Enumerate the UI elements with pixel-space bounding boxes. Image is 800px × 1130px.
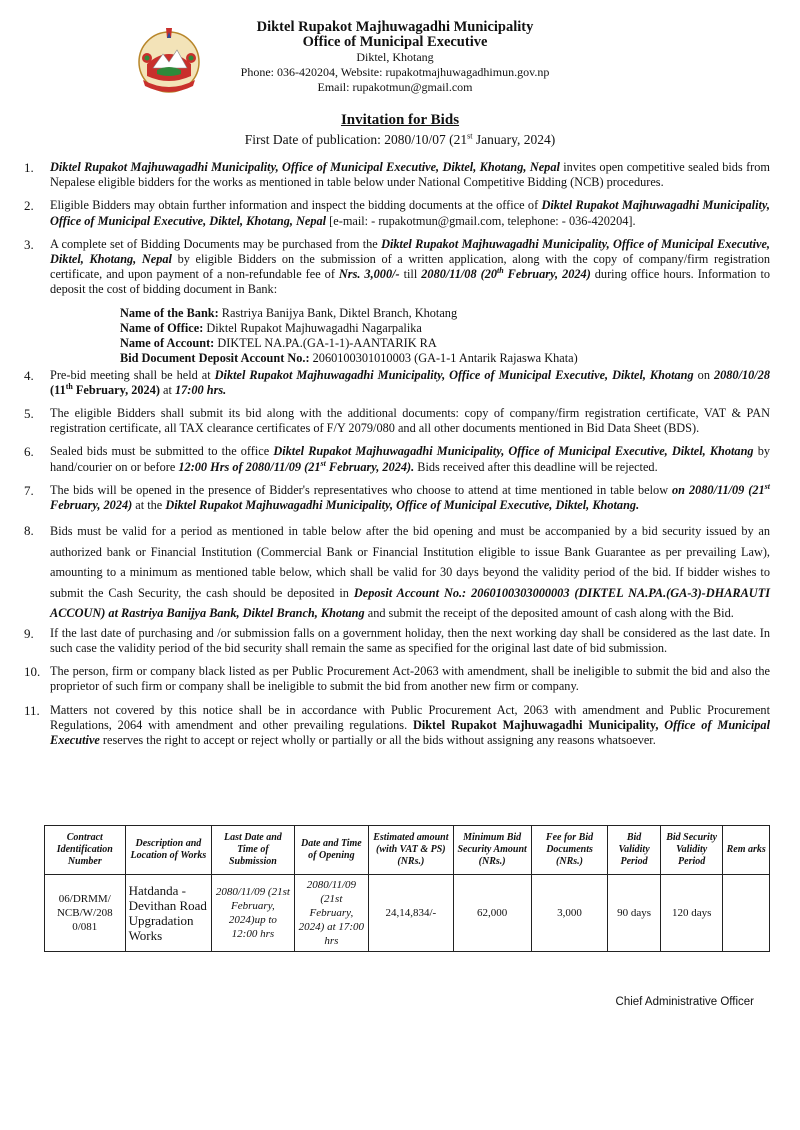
publication-date: First Date of publication: 2080/10/07 (21st January, 2024) <box>244 131 556 147</box>
item-number: 9. <box>24 625 34 641</box>
office-name: Office of Municipal Executive <box>302 34 488 50</box>
item-number: 1. <box>24 160 34 175</box>
estimated-amount-cell: 24,14,834/- <box>369 875 453 952</box>
opening-cell: 2080/11/09 (21st February, 2024) at 17:00 hrs <box>294 875 369 952</box>
security-validity-cell: 120 days <box>660 875 722 952</box>
column-header: Contract Identification Number <box>45 826 126 875</box>
list-item: 11. Matters not covered by this notice shall be in accordance with Public Procurement Act, 2063 with amendment and Public Procurement Regulations, 2064 with amendment and other prevailing regulations. Diktel Rupakot Majhuwagadhi Municipality, Office of Municipal Executive reserves the right to accept or reject wholly or partially or all the bids without assigning any reasons whatsoever. <box>24 702 770 747</box>
table-row <box>45 875 770 952</box>
item-number: 4. <box>24 367 34 383</box>
item-number: 6. <box>24 444 34 460</box>
bank-details: Name of the Bank: Rastriya Banijya Bank, Diktel Branch, Khotang Name of Office: Diktel Rupakot Majhuwagadhi Nagarpalika Name of Account: DIKTEL NA.PA.(GA-1-1)-AANTARIK RA Bid Document Deposit Account No.: 2060100301010003 (GA-1-1 Antarik Rajaswa Khata) <box>120 305 578 365</box>
column-header: Last Date and Time of Submission <box>212 826 294 875</box>
item-number: 8. <box>24 523 34 539</box>
item-number: 11. <box>24 702 40 718</box>
office-address: Diktel, Khotang <box>356 50 434 64</box>
contract-id-cell: 06/DRMM/ NCB/W/208 0/081 <box>45 875 126 952</box>
list-item: 10. The person, firm or company black listed as per Public Procurement Act-2063 with amendment, shall be ineligible to submit the bid and also the proprietor of such firm or company shall be ineligible to submit the bid from another new firm or company. <box>24 664 770 694</box>
list-item: 7. The bids will be opened in the presence of Bidder's representatives who choose to attend at time mentioned in table below on 2080/11/09 (21st February, 2024) at the Diktel Rupakot Majhuwagadhi Municipality, Office of Municipal Executive, Diktel, Khotang. <box>24 481 771 513</box>
bid-table <box>44 825 770 952</box>
list-item: 6. Sealed bids must be submitted to the office Diktel Rupakot Majhuwagadhi Municipality, Office of Municipal Executive, Diktel, Khotang by hand/courier on or before 12:00 Hrs of 2080/11/09 (21st February, 2024). Bids received after this deadline will be rejected. <box>24 444 771 474</box>
list-item: 1. Diktel Rupakot Majhuwagadhi Municipality, Office of Municipal Executive, Diktel, Khotang, Nepal invites open competitive sealed bids from Nepalese eligible bidders for the works as mentioned in table below under National Competitive Bidding (NCB) procedures. <box>24 160 770 190</box>
validity-cell: 90 days <box>608 875 661 952</box>
list-item: 8. Bids must be valid for a period as mentioned in table below after the bid opening and must be accompanied by a bid security issued by an authorized bank or Financial Institution (Commercial Bank or Financial Institution eligible to issue Bank Guarantee as per prevailing Law), amounting to a minimum as mentioned table below, which shall be valid for 30 days beyond the validity period of the bid. If bidder wishes to submit the Cash Security, the cash should be deposited in Deposit Account No.: 2060100303000003 (DIKTEL NA.PA.(GA-3)-DHARAUTI ACCOUN) at Rastriya Banijya Bank, Diktel Branch, Khotang and submit the receipt of the deposited amount of cash along with the Bid. <box>24 523 770 621</box>
municipality-name: Diktel Rupakot Majhuwagadhi Municipality <box>256 19 534 35</box>
email-line: Email: rupakotmun@gmail.com <box>317 80 473 94</box>
description-cell: Hatdanda - Devithan Road Upgradation Works <box>125 875 212 952</box>
nepal-government-emblem <box>133 24 205 96</box>
item-number: 10. <box>24 664 41 680</box>
column-header: Minimum Bid Security Amount (NRs.) <box>453 826 531 875</box>
remarks-cell <box>723 875 770 952</box>
column-header: Description and Location of Works <box>125 826 212 875</box>
list-item: 9. If the last date of purchasing and /or submission falls on a government holiday, then the next working day shall be considered as the last date. In such case the validity period of the bid security shall remain the same as specified for the original last date of bid submission. <box>24 625 770 655</box>
item-number: 2. <box>24 198 34 214</box>
item-number: 7. <box>24 482 34 498</box>
list-item: 5. The eligible Bidders shall submit its bid along with the additional documents: copy of company/firm registration certificate, VAT & PAN registration certificate, all TAX clearance certificates of F/Y 2079/080 and all other documents mentioned in Bid Data Sheet (BDS). <box>24 406 770 436</box>
column-header: Bid Security Validity Period <box>660 826 722 875</box>
last-date-cell: 2080/11/09 (21st February, 2024)up to 12:00 hrs <box>212 875 294 952</box>
list-item: 2. Eligible Bidders may obtain further information and inspect the bidding documents at the office of Diktel Rupakot Majhuwagadhi Municipality, Office of Municipal Executive, Diktel, Khotang, Nepal [e-mail: - rupakotmun@gmail.com, telephone: - 036-420204]. <box>24 198 770 228</box>
phone-website: Phone: 036-420204, Website: rupakotmajhuwagadhimun.gov.np <box>240 65 550 79</box>
letterhead <box>230 20 560 95</box>
page-title: Invitation for Bids <box>340 112 460 128</box>
column-header: Rem arks <box>723 826 770 875</box>
item-number: 3. <box>24 236 34 252</box>
column-header: Bid Validity Period <box>608 826 661 875</box>
fee-cell: 3,000 <box>531 875 607 952</box>
item-number: 5. <box>24 406 34 422</box>
column-header: Estimated amount (with VAT & PS) (NRs.) <box>369 826 453 875</box>
table-header-row <box>45 826 770 875</box>
column-header: Fee for Bid Documents (NRs.) <box>531 826 607 875</box>
notice-items <box>24 160 770 756</box>
list-item: 4. Pre-bid meeting shall be held at Diktel Rupakot Majhuwagadhi Municipality, Office of Municipal Executive, Diktel, Khotang on 2080/10/28 (11th February, 2024) at 17:00 hrs. <box>24 367 770 397</box>
list-item: 3. A complete set of Bidding Documents may be purchased from the Diktel Rupakot Majhuwagadhi Municipality, Office of Municipal Executive, Diktel, Khotang, Nepal by eligible Bidders on the submission of a written application, along with the copy of company/firm registration certificate, and upon payment of a non-refundable fee of Nrs. 3,000/- till 2080/11/08 (20th February, 2024) during office hours. Information to deposit the cost of bidding document in Bank: Name of the Bank: Rastriya Banijya Bank, Diktel Branch, Khotang Name of Office: Diktel Rupakot Majhuwagadhi Nagarpalika Name of Account: DIKTEL NA.PA.(GA-1-1)-AANTARIK RA Bid Document Deposit Account No.: 2060100301010003 (GA-1-1 Antarik Rajaswa Khata) <box>24 236 771 365</box>
bid-security-cell: 62,000 <box>453 875 531 952</box>
signature-title: Chief Administrative Officer <box>615 996 754 1008</box>
column-header: Date and Time of Opening <box>294 826 369 875</box>
